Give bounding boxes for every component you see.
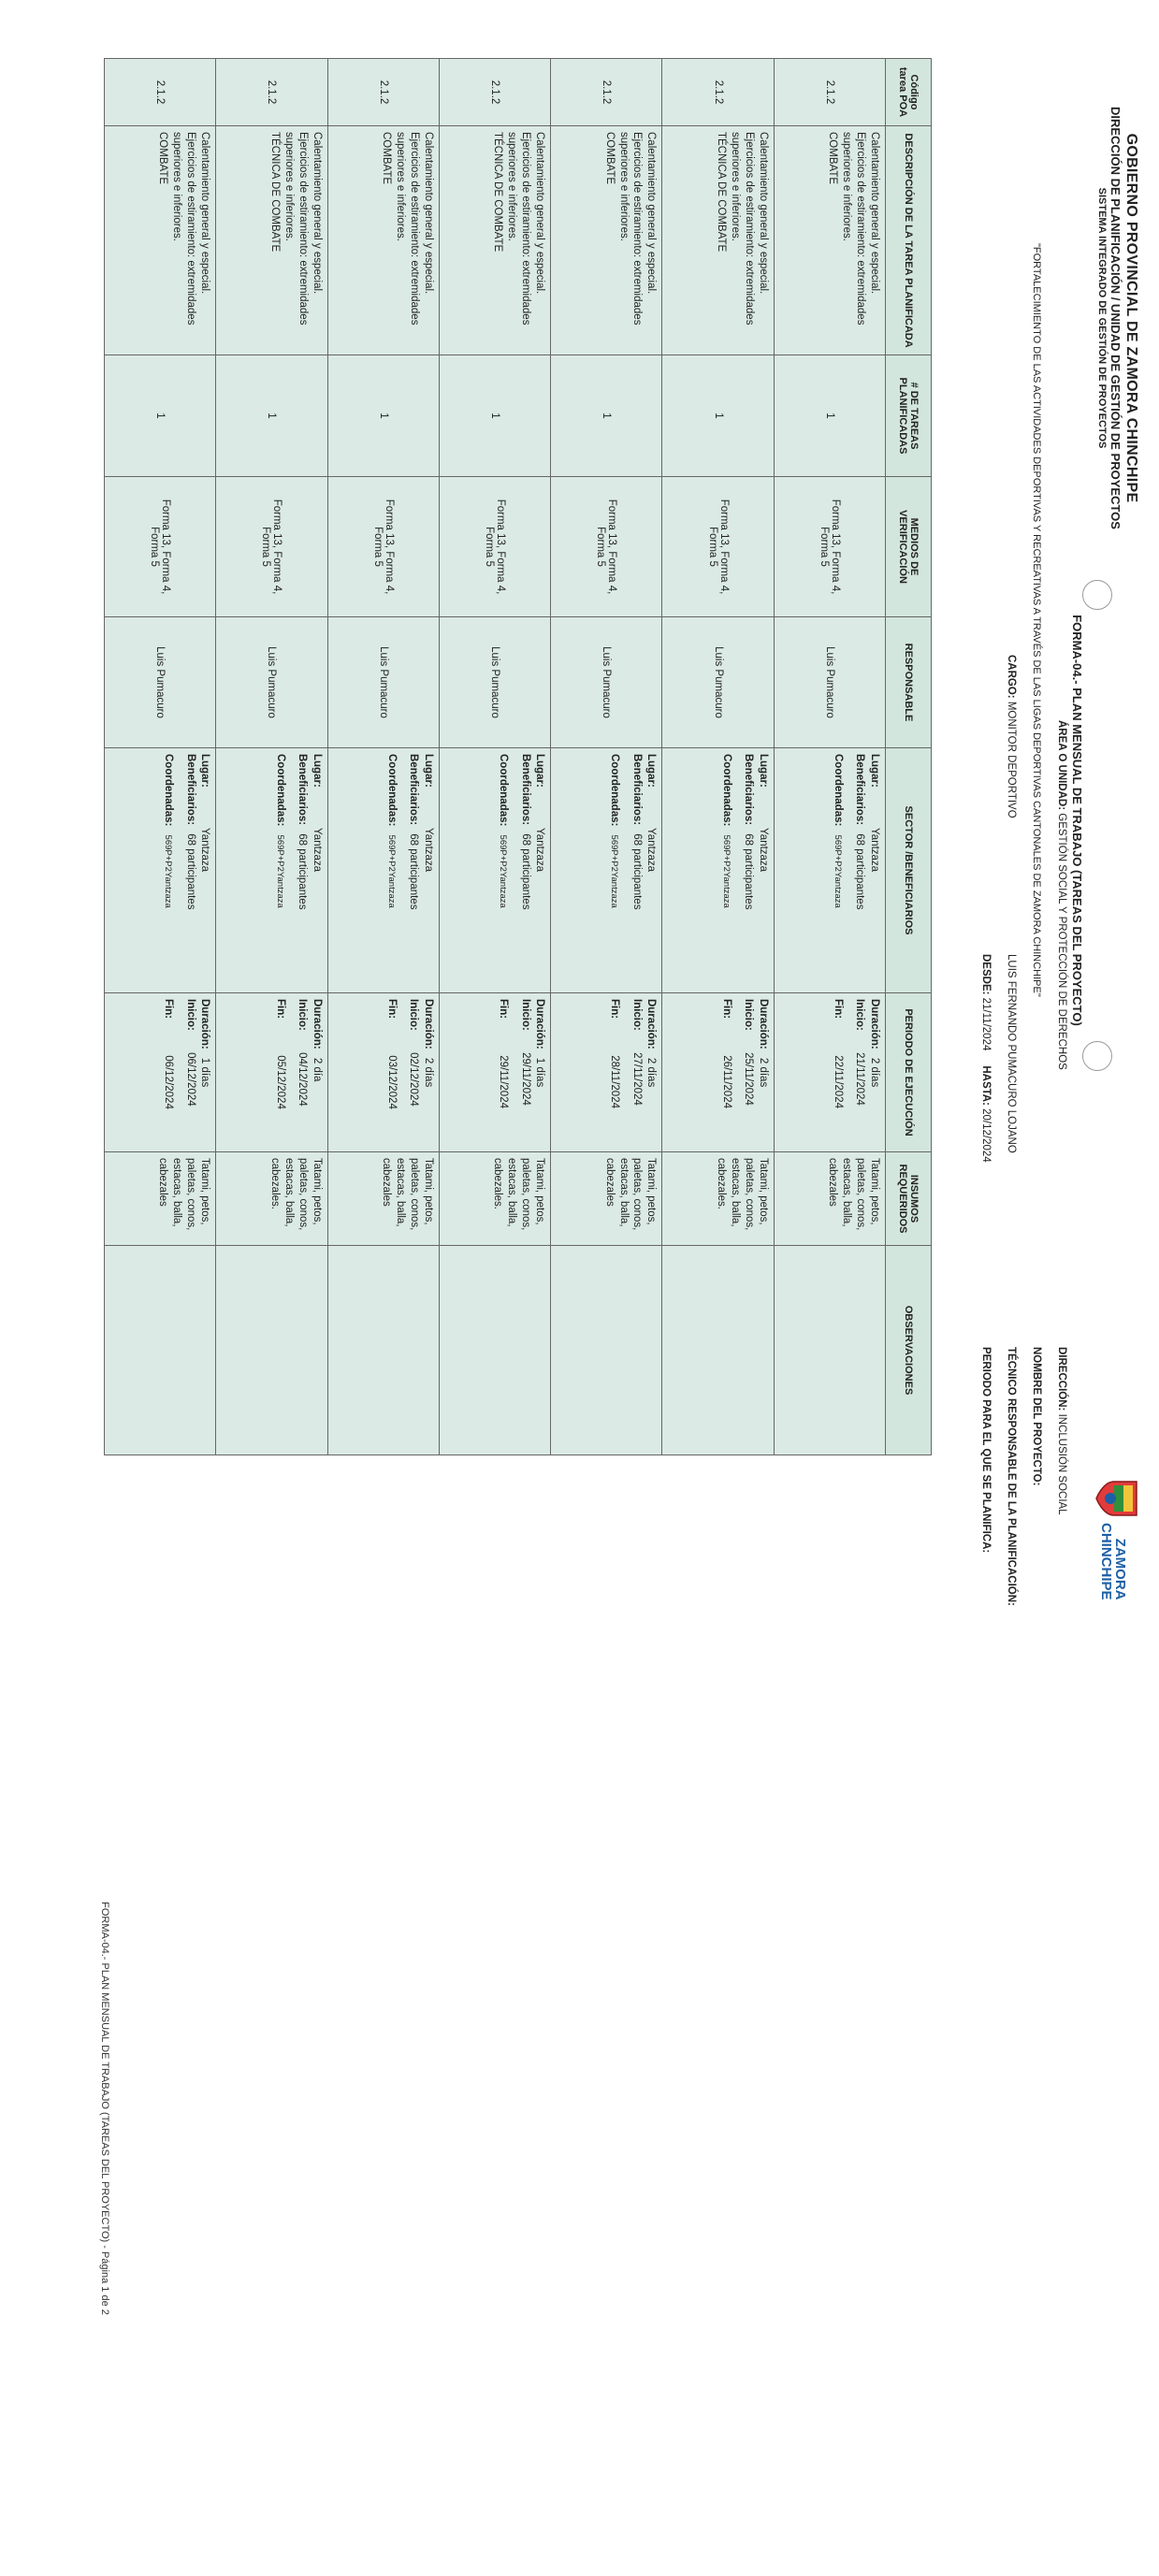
tecnico-label: TÉCNICO RESPONSABLE DE LA PLANIFICACIÓN:	[1006, 1347, 1017, 1606]
desc-line: Ejercicios de estiramiento: extremidades	[520, 132, 532, 326]
proyecto-label: NOMBRE DEL PROYECTO:	[1031, 1347, 1042, 1486]
desde-label: DESDE:	[980, 954, 992, 995]
desc-line: TÉCNICA DE COMBATE	[492, 132, 504, 253]
cell-med: Forma 13, Forma 4, Forma 5	[774, 477, 885, 617]
cell-obs	[662, 1246, 774, 1455]
cell-num: 1	[551, 355, 662, 477]
desc-line: superiores e inferiores.	[506, 132, 518, 241]
insumo-line: estacas, balla,	[617, 1158, 630, 1227]
insumo-line: cabezales.	[492, 1158, 504, 1209]
fin-label: Fin:	[385, 999, 398, 1020]
desc-line: Ejercicios de estiramiento: extremidades	[743, 132, 755, 326]
cell-insumos	[327, 1152, 439, 1246]
cell-sector	[662, 748, 774, 993]
beneficiarios-label: Beneficiarios:	[854, 754, 866, 826]
beneficiarios-label: Beneficiarios:	[630, 754, 643, 826]
coordenadas-value: 569P+P2Yantzaza	[163, 834, 174, 908]
beneficiarios-value: 68 participantes	[184, 833, 196, 910]
insumo-line: paletas, conos,	[631, 1158, 644, 1231]
info-cargo	[1006, 655, 1017, 935]
cell-desc	[327, 126, 439, 355]
lugar-label: Lugar:	[199, 754, 211, 788]
lugar-label: Lugar:	[869, 754, 880, 788]
cell-obs	[105, 1246, 216, 1455]
insumo-line: cabezales	[827, 1158, 839, 1207]
insumo-line: estacas, balla,	[506, 1158, 518, 1227]
inicio-label: Inicio:	[184, 999, 196, 1031]
coat-of-arms-icon	[1094, 1478, 1140, 1519]
insumo-line: paletas, conos,	[185, 1158, 197, 1231]
beneficiarios-label: Beneficiarios:	[743, 754, 755, 826]
beneficiarios-value: 68 participantes	[630, 833, 643, 910]
desc-line: Calentamiento general y especial.	[757, 132, 769, 295]
desc-line: COMBATE	[381, 132, 393, 185]
form-title: FORMA-04.- PLAN MENSUAL DE TRABAJO (TAREAS DEL PROYECTO)	[1070, 615, 1084, 1026]
insumo-line: cabezales.	[268, 1158, 281, 1209]
inicio-value: 06/12/2024	[184, 1052, 196, 1107]
beneficiarios-label: Beneficiarios:	[297, 754, 309, 826]
tecnico-value: LUIS FERNANDO PUMACURO LOJANO	[1006, 954, 1017, 1153]
cell-code: 2.1.2	[551, 59, 662, 126]
direccion-label: DIRECCIÓN:	[1056, 1347, 1067, 1411]
insumo-line: Tatami, petos,	[869, 1158, 880, 1225]
cell-num: 1	[327, 355, 439, 477]
coordenadas-label: Coordenadas:	[609, 754, 621, 827]
coordenadas-label: Coordenadas:	[498, 754, 510, 827]
cell-periodo	[439, 993, 550, 1152]
lugar-label: Lugar:	[757, 754, 769, 788]
insumo-line: cabezales	[157, 1158, 169, 1207]
desc-line: Ejercicios de estiramiento: extremidades	[185, 132, 197, 326]
duracion-label: Duración:	[869, 999, 880, 1049]
duracion-value: 2 días	[869, 1057, 880, 1088]
cell-sector	[327, 748, 439, 993]
desc-line: COMBATE	[603, 132, 616, 185]
cell-resp: Luis Pumacuro	[551, 617, 662, 748]
col-obs: OBSERVACIONES	[886, 1246, 932, 1455]
cell-code: 2.1.2	[439, 59, 550, 126]
fin-value: 06/12/2024	[163, 1055, 175, 1109]
insumo-line: Tatami, petos,	[534, 1158, 546, 1225]
coordenadas-value: 569P+P2Yantzaza	[832, 834, 843, 908]
lugar-label: Lugar:	[422, 754, 434, 788]
tasks-table	[104, 58, 932, 1455]
cell-resp: Luis Pumacuro	[662, 617, 774, 748]
cell-obs	[327, 1246, 439, 1455]
cell-resp: Luis Pumacuro	[439, 617, 550, 748]
lugar-value: Yantzaza	[534, 827, 546, 873]
desc-line: superiores e inferiores.	[171, 132, 183, 241]
duracion-value: 2 día	[311, 1057, 323, 1082]
beneficiarios-value: 68 participantes	[854, 833, 866, 910]
desc-line: COMBATE	[157, 132, 169, 185]
cell-desc	[551, 126, 662, 355]
insumo-line: Tatami, petos,	[311, 1158, 323, 1225]
info-direccion	[1056, 1347, 1067, 1628]
col-code: Código tarea POA	[886, 59, 932, 126]
coordenadas-value: 569P+P2Yantzaza	[609, 834, 620, 908]
insumo-line: estacas, balla,	[729, 1158, 741, 1227]
desc-line: Calentamiento general y especial.	[422, 132, 434, 295]
lugar-value: Yantzaza	[757, 827, 769, 873]
insumo-line: paletas, conos,	[743, 1158, 755, 1231]
insumo-line: estacas, balla,	[395, 1158, 406, 1227]
insumo-line: Tatami, petos,	[757, 1158, 769, 1225]
cell-desc	[662, 126, 774, 355]
fin-value: 26/11/2024	[720, 1055, 732, 1108]
table-row	[774, 59, 885, 1455]
cell-desc	[439, 126, 550, 355]
desc-line: superiores e inferiores.	[729, 132, 741, 241]
fin-value: 05/12/2024	[274, 1055, 286, 1109]
cell-obs	[216, 1246, 327, 1455]
duracion-value: 1 días	[534, 1057, 546, 1088]
cell-sector	[774, 748, 885, 993]
col-insumos: INSUMOS REQUERIDOS	[886, 1152, 932, 1246]
desc-line: Ejercicios de estiramiento: extremidades	[297, 132, 309, 326]
cell-num: 1	[216, 355, 327, 477]
cell-resp: Luis Pumacuro	[774, 617, 885, 748]
desc-line: superiores e inferiores.	[617, 132, 630, 241]
insumo-line: paletas, conos,	[520, 1158, 532, 1231]
beneficiarios-value: 68 participantes	[519, 833, 531, 910]
header-block	[1095, 37, 1140, 599]
cell-insumos	[439, 1152, 550, 1246]
cell-med: Forma 13, Forma 4, Forma 5	[439, 477, 550, 617]
cell-med: Forma 13, Forma 4, Forma 5	[327, 477, 439, 617]
desc-line: Calentamiento general y especial.	[199, 132, 211, 295]
col-num: # DE TAREAS PLANIFICADAS	[886, 355, 932, 477]
beneficiarios-value: 68 participantes	[743, 833, 755, 910]
duracion-value: 2 días	[645, 1057, 658, 1088]
inicio-value: 29/11/2024	[519, 1052, 531, 1106]
cell-obs	[439, 1246, 550, 1455]
logo-line-1: ZAMORA	[1112, 1538, 1128, 1600]
cell-periodo	[774, 993, 885, 1152]
cell-code: 2.1.2	[216, 59, 327, 126]
table-row	[105, 59, 216, 1455]
info-tecnico-value-wrap	[1006, 954, 1017, 1310]
direccion-value: INCLUSIÓN SOCIAL	[1056, 1413, 1067, 1515]
fin-label: Fin:	[498, 999, 510, 1020]
cell-desc	[216, 126, 327, 355]
insumo-line: paletas, conos,	[855, 1158, 867, 1231]
cell-code: 2.1.2	[774, 59, 885, 126]
cell-num: 1	[105, 355, 216, 477]
cell-insumos	[105, 1152, 216, 1246]
lugar-label: Lugar:	[645, 754, 658, 788]
fin-label: Fin:	[609, 999, 621, 1020]
inicio-label: Inicio:	[297, 999, 309, 1031]
cell-insumos	[662, 1152, 774, 1246]
cell-desc	[105, 126, 216, 355]
cargo-label: CARGO:	[1006, 655, 1017, 699]
desc-line: Ejercicios de estiramiento: extremidades	[631, 132, 644, 326]
cell-periodo	[216, 993, 327, 1152]
logo-line-2: CHINCHIPE	[1098, 1523, 1114, 1600]
lugar-value: Yantzaza	[645, 827, 658, 873]
cell-periodo	[327, 993, 439, 1152]
inicio-value: 04/12/2024	[297, 1052, 309, 1107]
duracion-value: 1 días	[199, 1057, 211, 1088]
duracion-label: Duración:	[199, 999, 211, 1049]
info-proyecto-value-wrap	[1031, 243, 1042, 1179]
table-header-row	[886, 59, 932, 1455]
periodo-label: PERIODO PARA EL QUE SE PLANIFICA:	[980, 1347, 992, 1554]
table-row	[327, 59, 439, 1455]
fin-value: 29/11/2024	[498, 1055, 510, 1108]
cell-insumos	[216, 1152, 327, 1246]
desde-value: 21/11/2024	[980, 997, 992, 1051]
duracion-label: Duración:	[534, 999, 546, 1049]
punch-hole	[1082, 1041, 1112, 1071]
inicio-value: 25/11/2024	[743, 1052, 755, 1106]
lugar-value: Yantzaza	[422, 827, 434, 873]
beneficiarios-label: Beneficiarios:	[519, 754, 531, 826]
info-tecnico-label-wrap	[1006, 1347, 1017, 1628]
coordenadas-value: 569P+P2Yantzaza	[385, 834, 397, 908]
desc-line: Calentamiento general y especial.	[534, 132, 546, 295]
info-area	[1056, 720, 1067, 1281]
cell-desc	[774, 126, 885, 355]
fin-label: Fin:	[720, 999, 732, 1020]
hasta-value: 20/12/2024	[980, 1108, 992, 1163]
lugar-label: Lugar:	[534, 754, 546, 788]
fin-label: Fin:	[832, 999, 844, 1020]
cell-insumos	[774, 1152, 885, 1246]
cell-resp: Luis Pumacuro	[216, 617, 327, 748]
desc-line: TÉCNICA DE COMBATE	[268, 132, 281, 253]
cell-periodo	[662, 993, 774, 1152]
cell-num: 1	[439, 355, 550, 477]
coordenadas-value: 569P+P2Yantzaza	[274, 834, 285, 908]
inicio-label: Inicio:	[630, 999, 643, 1031]
org-title: GOBIERNO PROVINCIAL DE ZAMORA CHINCHIPE	[1123, 133, 1139, 503]
coordenadas-label: Coordenadas:	[274, 754, 286, 827]
duracion-label: Duración:	[757, 999, 769, 1049]
table-row	[662, 59, 774, 1455]
punch-hole	[1082, 580, 1112, 610]
cell-obs	[774, 1246, 885, 1455]
info-desde-hasta	[980, 954, 992, 1291]
info-periodo-label-wrap	[980, 1347, 992, 1628]
duracion-label: Duración:	[645, 999, 658, 1049]
fin-value: 03/12/2024	[385, 1055, 398, 1109]
insumo-line: paletas, conos,	[297, 1158, 309, 1231]
proyecto-value: "FORTALECIMIENTO DE LAS ACTIVIDADES DEPORTIVAS Y RECREATIVAS A TRAVÉS DE LAS LIGAS DEPORTIVAS CANTONALES DE ZAMORA CHINCHIPE"	[1031, 243, 1042, 997]
coordenadas-value: 569P+P2Yantzaza	[498, 834, 509, 908]
table-row	[216, 59, 327, 1455]
duracion-label: Duración:	[311, 999, 323, 1049]
col-sector: SECTOR /BENEFICIARIOS	[886, 748, 932, 993]
cell-periodo	[551, 993, 662, 1152]
cell-code: 2.1.2	[105, 59, 216, 126]
cell-sector	[439, 748, 550, 993]
lugar-value: Yantzaza	[199, 827, 211, 873]
insumo-line: Tatami, petos,	[422, 1158, 434, 1225]
page-footer: FORMA-04.- PLAN MENSUAL DE TRABAJO (TAREAS DEL PROYECTO) - Página 1 de 2	[99, 1902, 110, 2315]
cell-insumos	[551, 1152, 662, 1246]
duracion-value: 2 días	[757, 1057, 769, 1088]
coordenadas-label: Coordenadas:	[385, 754, 398, 827]
desc-line: Ejercicios de estiramiento: extremidades	[855, 132, 867, 326]
beneficiarios-label: Beneficiarios:	[184, 754, 196, 826]
col-med: MEDIOS DE VERIFICACIÓN	[886, 477, 932, 617]
beneficiarios-value: 68 participantes	[408, 833, 420, 910]
cell-num: 1	[774, 355, 885, 477]
insumo-line: cabezales	[381, 1158, 393, 1207]
desc-line: Calentamiento general y especial.	[311, 132, 323, 295]
desc-line: Ejercicios de estiramiento: extremidades	[408, 132, 420, 326]
coordenadas-label: Coordenadas:	[163, 754, 175, 827]
insumo-line: paletas, conos,	[408, 1158, 420, 1231]
cell-periodo	[105, 993, 216, 1152]
insumo-line: estacas, balla,	[171, 1158, 183, 1227]
system-title: SISTEMA INTEGRADO DE GESTIÓN DE PROYECTOS	[1096, 187, 1108, 449]
insumo-line: estacas, balla,	[841, 1158, 853, 1227]
desc-line: Calentamiento general y especial.	[869, 132, 880, 295]
desc-line: Calentamiento general y especial.	[645, 132, 658, 295]
table-row	[551, 59, 662, 1455]
inicio-label: Inicio:	[854, 999, 866, 1031]
lugar-value: Yantzaza	[869, 827, 880, 873]
inicio-label: Inicio:	[519, 999, 531, 1031]
insumo-line: Tatami, petos,	[645, 1158, 658, 1225]
fin-label: Fin:	[163, 999, 175, 1020]
fin-value: 28/11/2024	[609, 1055, 621, 1108]
lugar-label: Lugar:	[311, 754, 323, 788]
duracion-label: Duración:	[422, 999, 434, 1049]
cell-num: 1	[662, 355, 774, 477]
insumo-line: cabezales.	[715, 1158, 727, 1209]
coordenadas-value: 569P+P2Yantzaza	[720, 834, 732, 908]
duracion-value: 2 días	[422, 1057, 434, 1088]
col-resp: RESPONSABLE	[886, 617, 932, 748]
inicio-label: Inicio:	[743, 999, 755, 1031]
insumo-line: estacas, balla,	[283, 1158, 295, 1227]
cell-code: 2.1.2	[327, 59, 439, 126]
inicio-value: 21/11/2024	[854, 1052, 866, 1106]
area-value: GESTIÓN SOCIAL Y PROTECCIÓN DE DERECHOS	[1056, 813, 1067, 1070]
insumo-line: cabezales	[603, 1158, 616, 1207]
beneficiarios-value: 68 participantes	[297, 833, 309, 910]
fin-value: 22/11/2024	[832, 1055, 844, 1108]
cell-resp: Luis Pumacuro	[327, 617, 439, 748]
desc-line: superiores e inferiores.	[841, 132, 853, 241]
info-proyecto-label-wrap	[1031, 1347, 1042, 1628]
cargo-value: MONITOR DEPORTIVO	[1006, 701, 1017, 818]
coordenadas-label: Coordenadas:	[720, 754, 732, 827]
cell-code: 2.1.2	[662, 59, 774, 126]
lugar-value: Yantzaza	[311, 827, 323, 873]
fin-label: Fin:	[274, 999, 286, 1020]
cell-med: Forma 13, Forma 4, Forma 5	[662, 477, 774, 617]
dept-title: DIRECCIÓN DE PLANIFICACIÓN / UNIDAD DE GESTIÓN DE PROYECTOS	[1108, 107, 1123, 529]
desc-line: TÉCNICA DE COMBATE	[715, 132, 727, 253]
insumo-line: Tatami, petos,	[199, 1158, 211, 1225]
desc-line: COMBATE	[827, 132, 839, 185]
cell-obs	[551, 1246, 662, 1455]
cell-sector	[551, 748, 662, 993]
hasta-label: HASTA:	[980, 1065, 992, 1106]
area-label: ÁREA O UNIDAD:	[1056, 720, 1067, 811]
cell-resp: Luis Pumacuro	[105, 617, 216, 748]
table-row	[439, 59, 550, 1455]
cell-med: Forma 13, Forma 4, Forma 5	[105, 477, 216, 617]
cell-sector	[105, 748, 216, 993]
col-desc: DESCRIPCIÓN DE LA TAREA PLANIFICADA	[886, 126, 932, 355]
cell-med: Forma 13, Forma 4, Forma 5	[216, 477, 327, 617]
desc-line: superiores e inferiores.	[395, 132, 406, 241]
desc-line: superiores e inferiores.	[283, 132, 295, 241]
inicio-label: Inicio:	[408, 999, 420, 1031]
coordenadas-label: Coordenadas:	[832, 754, 844, 827]
cell-sector	[216, 748, 327, 993]
cell-med: Forma 13, Forma 4, Forma 5	[551, 477, 662, 617]
beneficiarios-label: Beneficiarios:	[408, 754, 420, 826]
col-periodo: PERIODO DE EJECUCIÓN	[886, 993, 932, 1152]
inicio-value: 02/12/2024	[408, 1052, 420, 1107]
inicio-value: 27/11/2024	[630, 1052, 643, 1106]
